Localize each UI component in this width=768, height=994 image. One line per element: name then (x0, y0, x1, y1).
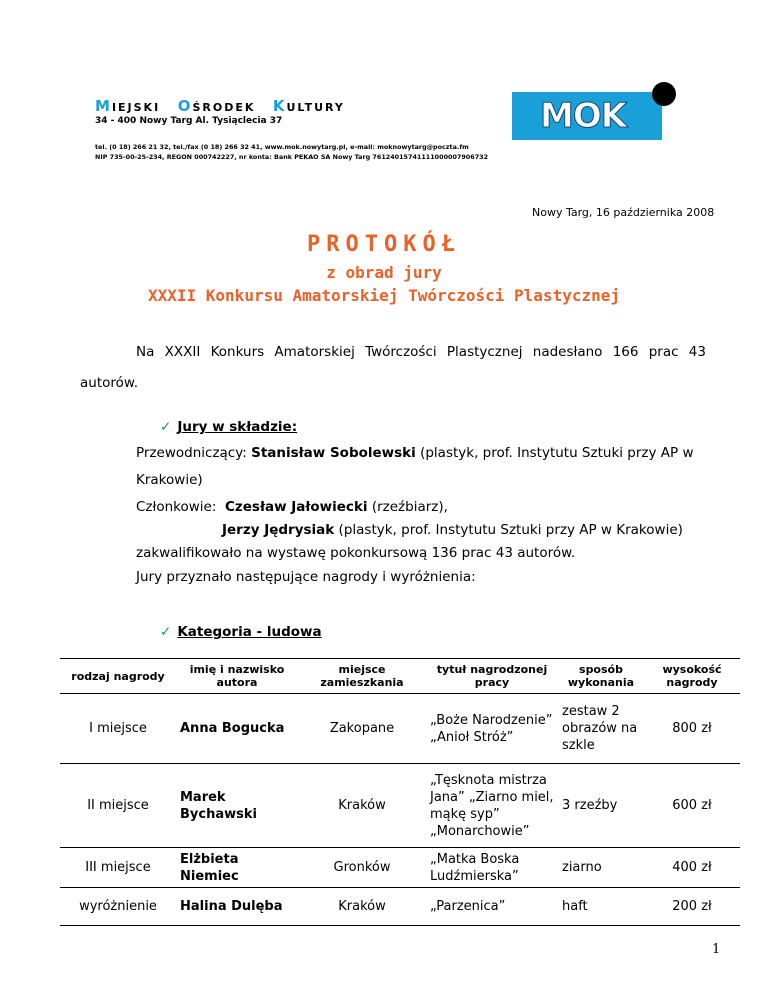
header-award-type: rodzaj nagrody (60, 659, 176, 694)
award-amount: 200 zł (644, 888, 740, 926)
org-word-3: ULTURY (286, 101, 345, 114)
work-method: haft (558, 888, 644, 926)
chair-label: Przewodniczący: (136, 445, 247, 461)
work-method: zestaw 2 obrazów na szkle (558, 694, 644, 764)
org-address: 34 - 400 Nowy Targ Al. Tysiąclecia 37 (95, 116, 283, 126)
org-initial-m: M (95, 97, 112, 115)
header-method: sposób wykonania (558, 659, 644, 694)
table-row (60, 694, 740, 764)
intro-line-2: autorów. (80, 375, 138, 391)
work-title: „Parzenica” (426, 888, 558, 926)
author-name: Anna Bogucka (176, 694, 298, 764)
jury-member-1 (136, 499, 448, 515)
category-heading-text: Kategoria - ludowa (177, 624, 322, 640)
work-title: „Tęsknota mistrza Jana” „Ziarno miel, mąkę syp” „Monarchowie” (426, 764, 558, 848)
jury-chair (136, 445, 694, 461)
member1-desc: (rzeźbiarz), (371, 499, 448, 515)
author-city: Zakopane (298, 694, 426, 764)
members-label: Członkowie: (136, 499, 217, 515)
checkmark-icon: ✓ (160, 419, 172, 435)
table-row (60, 848, 740, 888)
awards-table (60, 658, 740, 926)
header-work-title: tytuł nagrodzonej pracy (426, 659, 558, 694)
logo-dot-icon (652, 82, 676, 106)
work-title: „Matka Boska Ludźmierska” (426, 848, 558, 888)
work-method: ziarno (558, 848, 644, 888)
author-city: Gronków (298, 848, 426, 888)
author-city: Kraków (298, 888, 426, 926)
contact-line-2: NIP 735-00-25-234, REGON 000742227, nr konta: Bank PEKAO SA Nowy Targ 76124015741111000007906732 (95, 153, 489, 161)
org-initial-k: K (272, 97, 287, 115)
jury-heading (160, 419, 297, 435)
work-method: 3 rzeźby (558, 764, 644, 848)
chair-name: Stanisław Sobolewski (251, 445, 416, 461)
contact-line-1: tel. (0 18) 266 21 32, tel./fax (0 18) 266 32 41, www.mok.nowytarg.pl, e-mail: moknowytarg@poczta.fm (95, 143, 469, 151)
author-name: Halina Dulęba (176, 888, 298, 926)
header-amount: wysokość nagrody (644, 659, 740, 694)
org-name (95, 97, 345, 115)
table-header-row (60, 659, 740, 694)
award-place: wyróżnienie (60, 888, 176, 926)
document-title: PROTOKÓŁ (307, 232, 461, 257)
chair-desc: (plastyk, prof. Instytutu Sztuki przy AP w (420, 445, 694, 461)
document-subtitle-1: z obrad jury (326, 263, 442, 282)
awarded-text: Jury przyznało następujące nagrody i wyróżnienia: (136, 569, 476, 585)
page-number: 1 (712, 942, 721, 957)
org-contact (95, 142, 488, 162)
award-place: I miejsce (60, 694, 176, 764)
document-date: Nowy Targ, 16 października 2008 (532, 206, 715, 219)
member2-desc: (plastyk, prof. Instytutu Sztuki przy AP w Krakowie) (338, 522, 683, 538)
document-subtitle-2: XXXII Konkursu Amatorskiej Twórczości Plastycznej (147, 286, 620, 305)
award-place: III miejsce (60, 848, 176, 888)
checkmark-icon: ✓ (160, 624, 172, 640)
work-title: „Boże Narodzenie” „Anioł Stróż” (426, 694, 558, 764)
award-amount: 800 zł (644, 694, 740, 764)
author-name: Elżbieta Niemiec (176, 848, 298, 888)
award-amount: 600 zł (644, 764, 740, 848)
chair-desc-2: Krakowie) (136, 472, 203, 488)
award-place: II miejsce (60, 764, 176, 848)
author-name: Marek Bychawski (176, 764, 298, 848)
qualified-text: zakwalifikowało na wystawę pokonkursową 136 prac 43 autorów. (136, 545, 576, 561)
category-heading (160, 624, 322, 640)
org-initial-o: O (177, 97, 193, 115)
mok-logo: MOK (540, 96, 627, 136)
member1-name: Czesław Jałowiecki (225, 499, 368, 515)
org-word-2: ŚRODEK (192, 101, 256, 114)
header-author: imię i nazwisko autora (176, 659, 298, 694)
jury-heading-text: Jury w składzie: (177, 419, 298, 435)
intro-line-1: Na XXXII Konkurs Amatorskiej Twórczości Plastycznej nadesłano 166 prac 43 (136, 344, 706, 360)
org-word-1: IEJSKI (111, 101, 161, 114)
award-amount: 400 zł (644, 848, 740, 888)
header-residence: miejsce zamieszkania (298, 659, 426, 694)
table-row (60, 764, 740, 848)
member2-name: Jerzy Jędrysiak (222, 522, 335, 538)
table-row (60, 888, 740, 926)
author-city: Kraków (298, 764, 426, 848)
jury-member-2 (222, 522, 683, 538)
